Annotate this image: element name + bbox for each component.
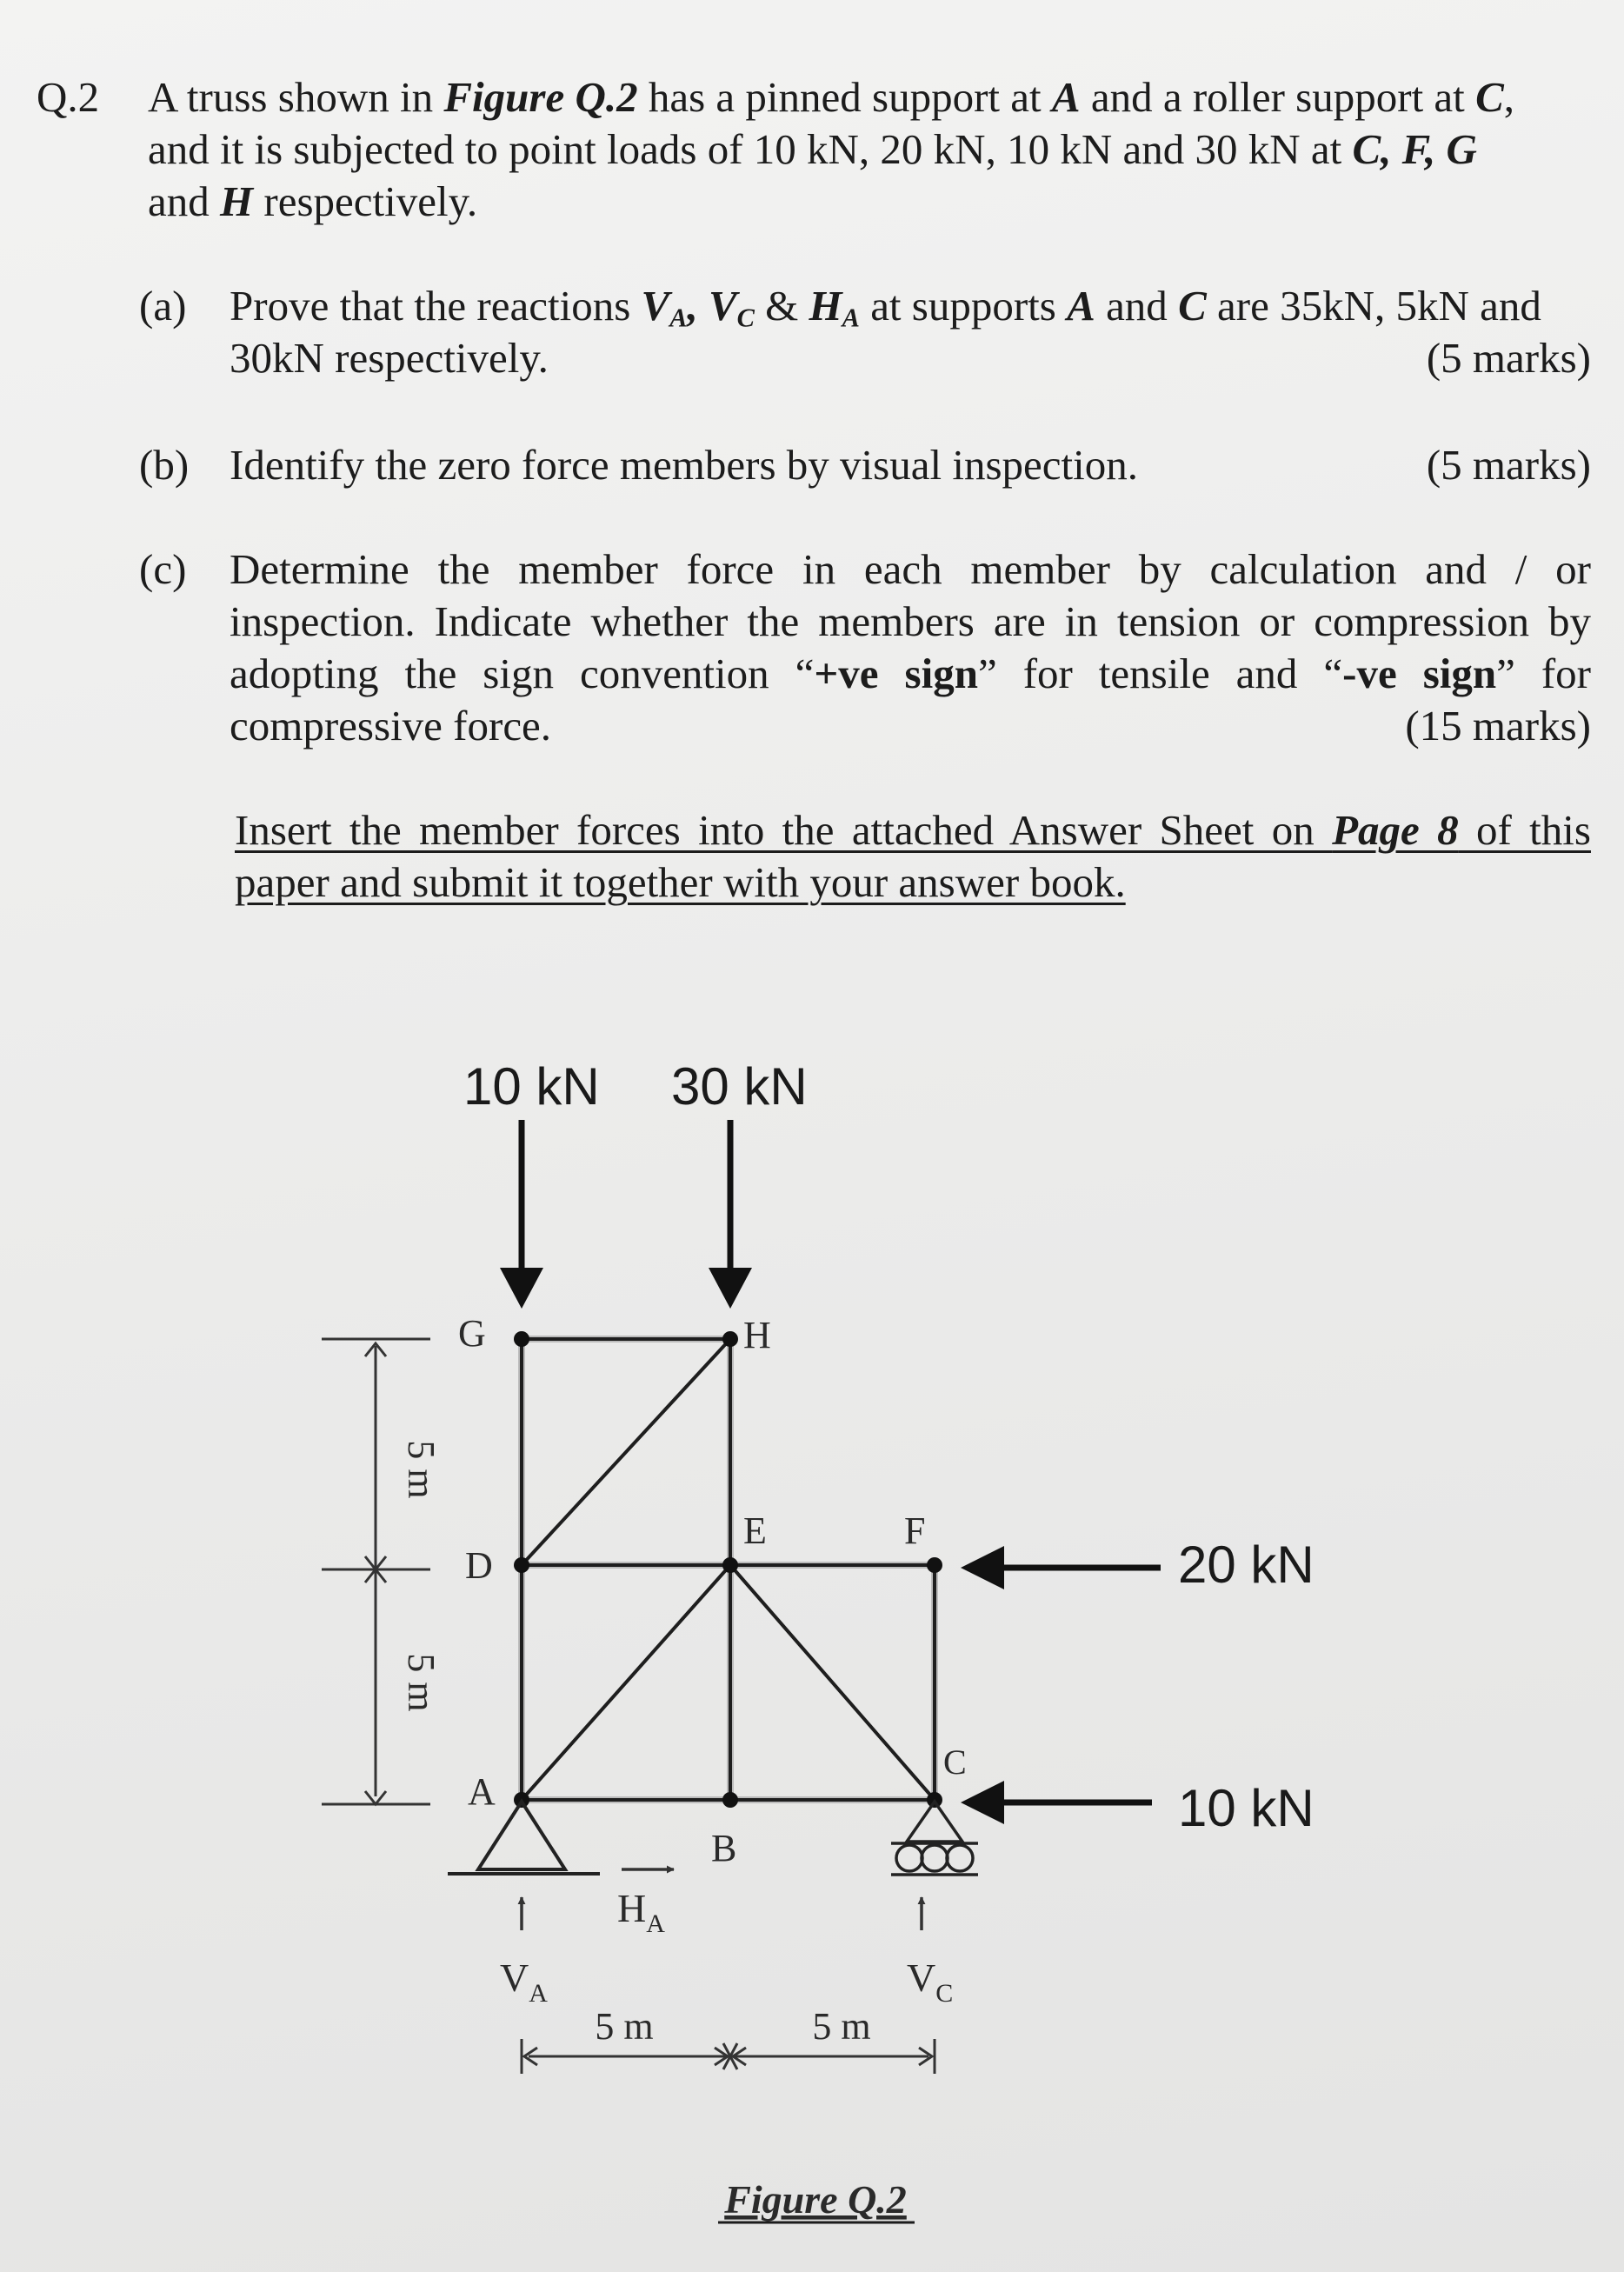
joint-e bbox=[722, 1557, 738, 1573]
load-arrow-h bbox=[709, 1120, 752, 1309]
part-c-line-1: Determine the member force in each member by calculation and / or bbox=[230, 545, 1591, 593]
instruction-line-1: Insert the member forces into the attached Answer Sheet on Page 8 of this bbox=[235, 806, 1591, 854]
joint-label-f: F bbox=[904, 1509, 926, 1552]
roller-support-c bbox=[891, 1802, 978, 1875]
horizontal-dimension bbox=[522, 2039, 935, 2074]
part-a-label: (a) bbox=[139, 282, 187, 330]
joint-label-h: H bbox=[743, 1314, 771, 1356]
joint-b bbox=[722, 1792, 738, 1808]
part-c-line-4: compressive force. bbox=[230, 702, 552, 750]
member-ae bbox=[522, 1565, 730, 1800]
load-label-f: 20 kN bbox=[1178, 1536, 1315, 1594]
load-arrow-c bbox=[961, 1781, 1152, 1824]
joint-label-e: E bbox=[743, 1509, 767, 1552]
reaction-label-vc: $V_C$ bbox=[907, 1956, 954, 2008]
instruction-line-2: paper and submit it together with your answer book. bbox=[235, 858, 1126, 906]
joint-label-c: C bbox=[943, 1742, 967, 1782]
question-intro: A truss shown in Figure Q.2 has a pinned support at A and a roller support at C, and it is subjected to point loads of 10 kN, 20 kN, 10 kN and 30 kN at C, F, G and H respectively. bbox=[148, 73, 1514, 225]
load-arrow-f bbox=[961, 1546, 1161, 1589]
part-a-line-1: Prove that the reactions VA, VC & HA at supports A and C are 35kN, 5kN and bbox=[230, 282, 1541, 333]
load-label-c: 10 kN bbox=[1178, 1779, 1315, 1837]
dim-label-vertical-top: 5 m bbox=[400, 1440, 443, 1499]
part-b-marks: (5 marks) bbox=[1426, 441, 1591, 489]
joint-label-g: G bbox=[458, 1312, 486, 1355]
joint-label-d: D bbox=[465, 1544, 493, 1587]
part-a-line-2: 30kN respectively. bbox=[230, 334, 549, 382]
question-number: Q.2 bbox=[37, 73, 100, 121]
dim-label-horizontal-right: 5 m bbox=[812, 2005, 871, 2048]
joint-label-b: B bbox=[711, 1827, 737, 1869]
load-arrow-g bbox=[500, 1120, 543, 1309]
joint-d bbox=[514, 1557, 529, 1573]
vertical-dimension bbox=[322, 1339, 430, 1804]
part-c-line-3: adopting the sign convention “+ve sign” for tensile and “-ve sign” for bbox=[230, 650, 1591, 697]
load-label-g: 10 kN bbox=[463, 1057, 600, 1116]
dim-label-vertical-bottom: 5 m bbox=[400, 1653, 443, 1712]
part-c-marks: (15 marks) bbox=[1405, 702, 1591, 750]
joint-f bbox=[927, 1557, 942, 1573]
joint-h bbox=[722, 1331, 738, 1347]
part-b-line-1: Identify the zero force members by visual inspection. bbox=[230, 441, 1138, 489]
joint-label-a: A bbox=[468, 1770, 496, 1813]
part-b-label: (b) bbox=[139, 441, 190, 489]
dim-label-horizontal-left: 5 m bbox=[595, 2005, 654, 2048]
reaction-label-va: $V_A$ bbox=[500, 1956, 548, 2008]
joint-g bbox=[514, 1331, 529, 1347]
part-c-label: (c) bbox=[139, 545, 187, 593]
part-a-marks: (5 marks) bbox=[1426, 334, 1591, 382]
reaction-label-ha: $H_A$ bbox=[617, 1886, 665, 1938]
figure-caption: Figure Q.2 bbox=[724, 2177, 907, 2222]
member-dh bbox=[522, 1339, 730, 1565]
load-label-h: 30 kN bbox=[671, 1057, 808, 1116]
part-c-line-2: inspection. Indicate whether the members are in tension or compression by bbox=[230, 597, 1591, 645]
member-ec bbox=[730, 1565, 935, 1800]
